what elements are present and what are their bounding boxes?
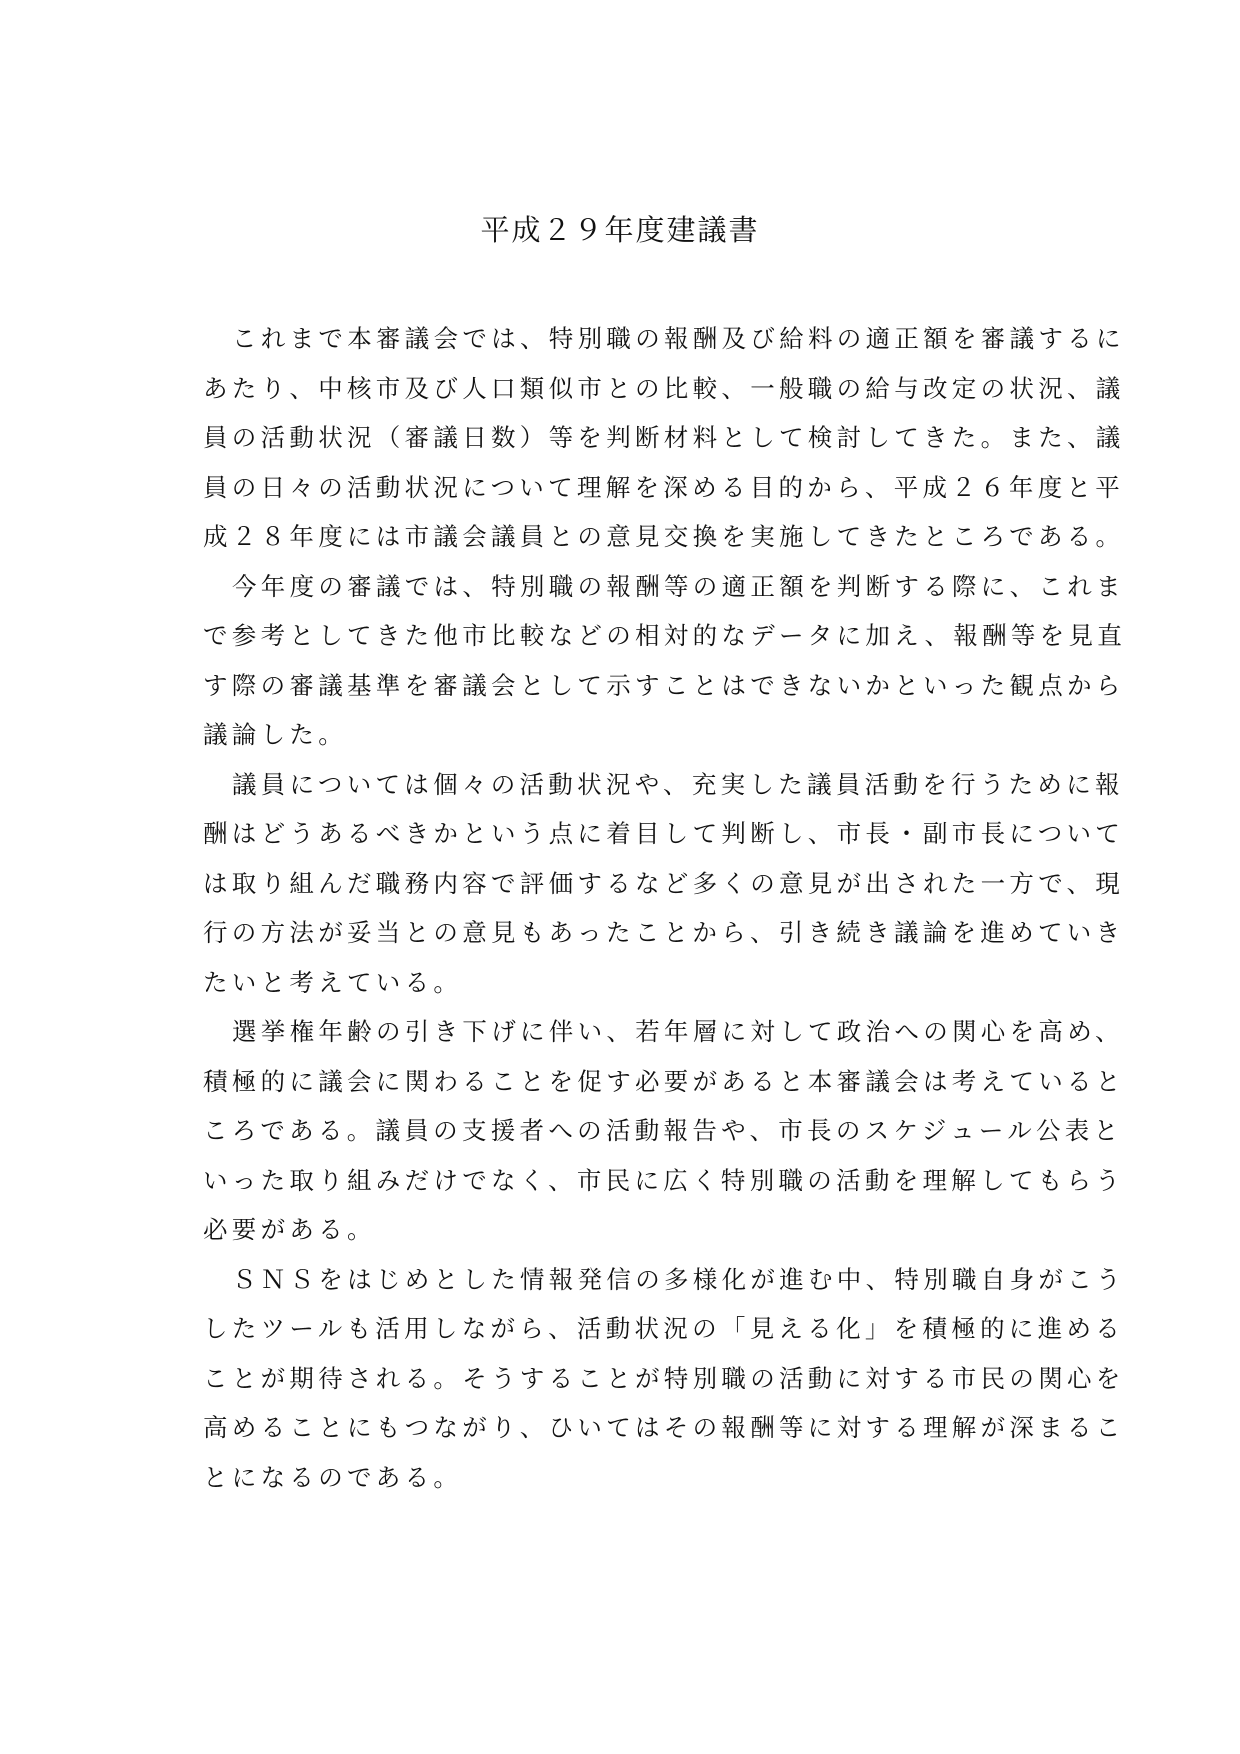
paragraph-2 [203, 562, 1127, 760]
paragraph-line: 必要がある。 [203, 1215, 376, 1244]
paragraph-line: いった取り組みだけでなく、市民に広く特別職の活動を理解してもらう [203, 1165, 1125, 1195]
paragraph-line: ＳＮＳをはじめとした情報発信の多様化が進む中、特別職自身がこう [232, 1264, 1125, 1294]
document-body [203, 314, 1127, 1502]
paragraph-line: 員の活動状況（審議日数）等を判断材料として検討してきた。また、議 [203, 423, 1125, 452]
paragraph-line: とになるのである。 [203, 1462, 463, 1492]
paragraph-line: 議員については個々の活動状況や、充実した議員活動を行うために報 [232, 769, 1124, 799]
paragraph-line: たいと考えている。 [203, 967, 463, 997]
paragraph-line: ころである。議員の支援者への活動報告や、市長のスケジュール公表と [203, 1116, 1123, 1145]
paragraph-line: 積極的に議会に関わることを促す必要があると本審議会は考えていると [203, 1066, 1125, 1096]
paragraph-line: あたり、中核市及び人口類似市との比較、一般職の給与改定の状況、議 [203, 373, 1125, 403]
paragraph-line: 員の日々の活動状況について理解を深める目的から、平成２６年度と平 [203, 472, 1125, 502]
paragraph-4 [203, 1007, 1125, 1255]
paragraph-line: す際の審議基準を審議会として示すことはできないかといった観点から [203, 670, 1125, 700]
paragraph-1 [203, 314, 1125, 562]
paragraph-line: 成２８年度には市議会議員との意見交換を実施してきたところである。 [203, 522, 1125, 551]
paragraph-line: は取り組んだ職務内容で評価するなど多くの意見が出された一方で、現 [203, 868, 1125, 898]
document-title: 平成２９年度建議書 [480, 213, 760, 247]
paragraph-line: 高めることにもつながり、ひいてはその報酬等に対する理解が深まるこ [203, 1413, 1125, 1442]
paragraph-line: 選挙権年齢の引き下げに伴い、若年層に対して政治への関心を高め、 [232, 1017, 1124, 1046]
paragraph-line: 酬はどうあるべきかという点に着目して判断し、市長・副市長について [203, 819, 1125, 848]
paragraph-line: 行の方法が妥当との意見もあったことから、引き続き議論を進めていき [203, 918, 1125, 947]
paragraph-line: で参考としてきた他市比較などの相対的なデータに加え、報酬等を見直 [203, 621, 1127, 650]
paragraph-line: 今年度の審議では、特別職の報酬等の適正額を判断する際に、これま [232, 571, 1125, 601]
paragraph-3 [203, 760, 1125, 1008]
paragraph-line: ことが期待される。そうすることが特別職の活動に対する市民の関心を [203, 1363, 1125, 1393]
paragraph-5 [203, 1255, 1125, 1503]
paragraph-line: 議論した。 [203, 720, 347, 749]
paragraph-line: これまで本審議会では、特別職の報酬及び給料の適正額を審議するに [232, 324, 1125, 353]
paragraph-line: したツールも活用しながら、活動状況の「見える化」を積極的に進める [203, 1314, 1125, 1343]
